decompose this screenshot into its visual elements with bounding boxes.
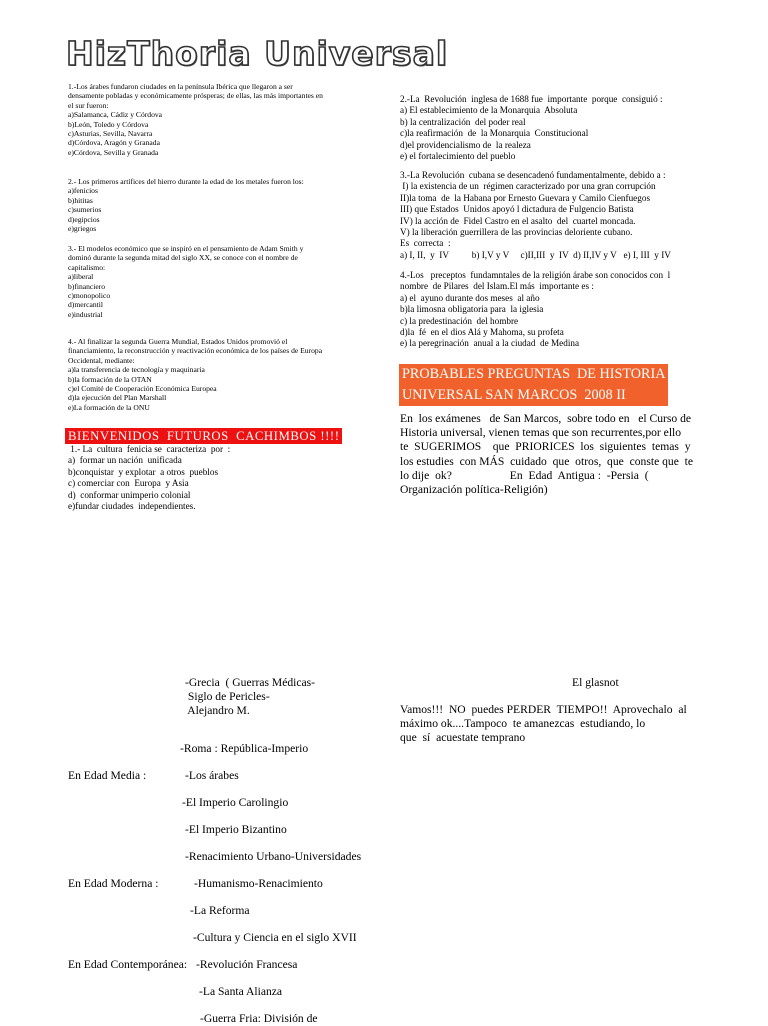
- outline-item: -El Imperio Carolingio: [182, 796, 289, 809]
- paragraph-line: Historia universal, vienen temas que son recurrentes,por ello: [400, 426, 682, 440]
- question-stem: densamente pobladas y económicamente prósperas; de ellas, las más importantes en: [68, 91, 323, 101]
- outline-line: -Grecia ( Guerras Médicas-: [185, 676, 316, 689]
- answer-option: c)Asturias, Sevilla, Navarra: [68, 129, 153, 139]
- paragraph-line: lo dije ok? En Edad Antigua : -Persia (: [400, 468, 649, 482]
- outline-item: -La Santa Alianza: [199, 985, 283, 998]
- outline-item: -Los árabes: [185, 769, 239, 782]
- answer-option: b)la formación de la OTAN: [68, 374, 152, 384]
- answer-option: a) el ayuno durante dos meses al año: [400, 292, 540, 303]
- outline-roma: -Roma : República-Imperio: [180, 742, 309, 755]
- paragraph-line: Organización política-Religión): [400, 483, 548, 497]
- answer-option: c) comerciar con Europa y Asia: [68, 478, 189, 489]
- answer-option: e) el fortalecimiento del pueblo: [400, 151, 516, 162]
- paragraph-line: los estudies con MÁS cuidado que otros, que conste que te: [400, 454, 694, 468]
- question-stem: Occidental, mediante:: [68, 355, 135, 365]
- left-question-4: [68, 337, 368, 412]
- left-question-3: [68, 244, 368, 319]
- question-stem: 2.-La Revolución inglesa de 1688 fue importante porque consiguió :: [400, 94, 663, 104]
- answer-option: d)mercantil: [68, 300, 103, 310]
- document-title: HizThoria Universal: [66, 34, 449, 73]
- right-question-3: [400, 270, 740, 350]
- outline-item: -Humanismo-Renacimiento: [194, 877, 323, 890]
- left-question-2: [68, 177, 368, 233]
- answer-option: a)liberal: [68, 272, 94, 282]
- probables-banner: [399, 364, 668, 406]
- question-stem: 4.-Los preceptos fundamntales de la religión árabe son conocidos con l: [400, 270, 671, 280]
- answer-option: e)Córdova, Sevilla y Granada: [68, 147, 159, 157]
- outline-line: Siglo de Pericles-: [185, 690, 270, 704]
- answer-option: e)industrial: [68, 309, 103, 319]
- question-stem: 4.- Al finalizar la segunda Guerra Mundial, Estados Unidos promovió el: [68, 337, 288, 346]
- outline-line: Alejandro M.: [185, 704, 250, 718]
- banner-line: UNIVERSAL SAN MARCOS 2008 II: [399, 385, 668, 406]
- answer-option: e)La formación de la ONU: [68, 402, 150, 412]
- answer-option: a)la transferencia de tecnología y maquinaria: [68, 365, 205, 375]
- glasnot-text: El glasnot: [572, 676, 619, 689]
- answer-option: a) formar un nación unificada: [68, 455, 182, 466]
- left-question-5: [68, 444, 368, 512]
- intro-paragraph: [400, 412, 740, 497]
- answer-option: d) conformar unimperio colonial: [68, 489, 191, 500]
- advice-paragraph: [400, 703, 740, 746]
- answer-option: c)la reafirmación de la Monarquia Constitucional: [400, 128, 589, 139]
- paragraph-line: máximo ok....Tampoco te amanezcas estudiando, lo: [400, 717, 646, 731]
- question-stem: 1.-Los árabes fundaron ciudades en la península Ibérica que llegaron a ser: [68, 82, 293, 91]
- outline-item: -El Imperio Bizantino: [185, 823, 287, 836]
- outline-item: -Revolución Francesa: [196, 958, 298, 971]
- answer-option: b)hititas: [68, 195, 93, 205]
- welcome-banner: BIENVENIDOS FUTUROS CACHIMBOS !!!!: [65, 428, 342, 444]
- outline-item: -Cultura y Ciencia en el siglo XVII: [193, 931, 357, 944]
- left-question-1: [68, 82, 368, 157]
- answer-option: c)sumerios: [68, 205, 102, 215]
- question-stem: 1.- La cultura fenicia se caracteriza por :: [68, 444, 231, 454]
- banner-line: PROBABLES PREGUNTAS DE HISTORIA: [399, 364, 668, 385]
- answer-option: d)la ejecución del Plan Marshall: [68, 393, 167, 403]
- answer-option: c) la predestinación del hombre: [400, 315, 519, 326]
- question-stem: 2.- Los primeros artífices del hierro durante la edad de los metales fueron los:: [68, 177, 304, 186]
- answer-option: e) la peregrinación anual a la ciudad de Medina: [400, 338, 580, 349]
- answer-option: a)fenicios: [68, 186, 98, 196]
- question-stem: nombre de Pilares del Islam.El más importante es :: [400, 281, 594, 292]
- outline-item: -Renacimiento Urbano-Universidades: [185, 850, 362, 863]
- question-stem: financiamiento, la reconstrucción y reactivación económica de los países de Europa: [68, 346, 323, 356]
- paragraph-line: te SUGERIMOS que PRIORICES los siguientes temas y: [400, 440, 691, 454]
- answer-option: V) la liberación guerrillera de las provincias deloriente cubano.: [400, 227, 633, 238]
- answer-option: c)monopolico: [68, 291, 111, 301]
- edad-contemporanea-label: En Edad Contemporánea:: [68, 958, 188, 971]
- answer-option: IV) la acción de Fidel Castro en el asalto del cuartel moncada.: [400, 215, 636, 226]
- answer-option: b) la centralización del poder real: [400, 116, 526, 127]
- correct-label: Es correcta :: [400, 238, 451, 249]
- answer-option: d)la fé en el dios Alá y Mahoma, su profeta: [400, 327, 564, 338]
- outline-item: -Guerra Fria: División de: [200, 1012, 318, 1025]
- question-stem: dominó durante la segunda mitad del siglo XX, se conoce con el nombre de: [68, 253, 298, 263]
- answer-option: I) la existencia de un régimen caracterizado por una gran corrupción: [400, 181, 656, 192]
- paragraph-line: que sí acuestate temprano: [400, 731, 526, 745]
- answer-option: a)Salamanca, Cádiz y Córdova: [68, 110, 163, 120]
- edad-media-label: En Edad Media :: [68, 769, 147, 782]
- answer-option: e)griegos: [68, 224, 97, 234]
- answer-option: d)Córdova, Aragón y Granada: [68, 138, 160, 148]
- question-stem: capitalismo:: [68, 262, 106, 272]
- answer-option: b)financiero: [68, 281, 106, 291]
- answer-option: b)León, Toledo y Córdova: [68, 119, 149, 129]
- edad-moderna-label: En Edad Moderna :: [68, 877, 159, 890]
- paragraph-line: Vamos!!! NO puedes PERDER TIEMPO!! Aprovechalo al: [400, 703, 687, 716]
- answer-option: II)la toma de la Habana por Ernesto Guevara y Camilo Cienfuegos: [400, 192, 651, 203]
- answer-option: III) que Estados Unidos apoyó l dictadura de Fulgencio Batista: [400, 204, 634, 215]
- right-question-2: [400, 170, 740, 261]
- answer-choices: a) I, II, y IV b) I,V y V c)II,III y IV d) II,IV y V e) I, III y IV: [400, 249, 671, 260]
- right-question-1: [400, 94, 740, 162]
- answer-option: b)la limosna obligatoria para la iglesia: [400, 304, 544, 315]
- paragraph-line: En los exámenes de San Marcos, sobre todo en el Curso de: [400, 412, 692, 425]
- question-stem: 3.-La Revolución cubana se desencadenó fundamentalmente, debido a :: [400, 170, 666, 180]
- answer-option: c)el Comité de Cooperación Económica Europea: [68, 384, 217, 394]
- outline-grecia: [185, 676, 315, 719]
- outline-item: -La Reforma: [190, 904, 250, 917]
- answer-option: a) El establecimiento de la Monarquia Absoluta: [400, 105, 578, 116]
- answer-option: d)egipcios: [68, 214, 100, 224]
- answer-option: e)fundar ciudades independientes.: [68, 501, 196, 512]
- answer-option: b)conquistar y explotar a otros pueblos: [68, 466, 219, 477]
- question-stem: el sur fueron:: [68, 100, 109, 110]
- question-stem: 3.- El modelos económico que se inspiró en el pensamiento de Adam Smith y: [68, 244, 304, 253]
- answer-option: d)el providencialismo de la realeza: [400, 139, 531, 150]
